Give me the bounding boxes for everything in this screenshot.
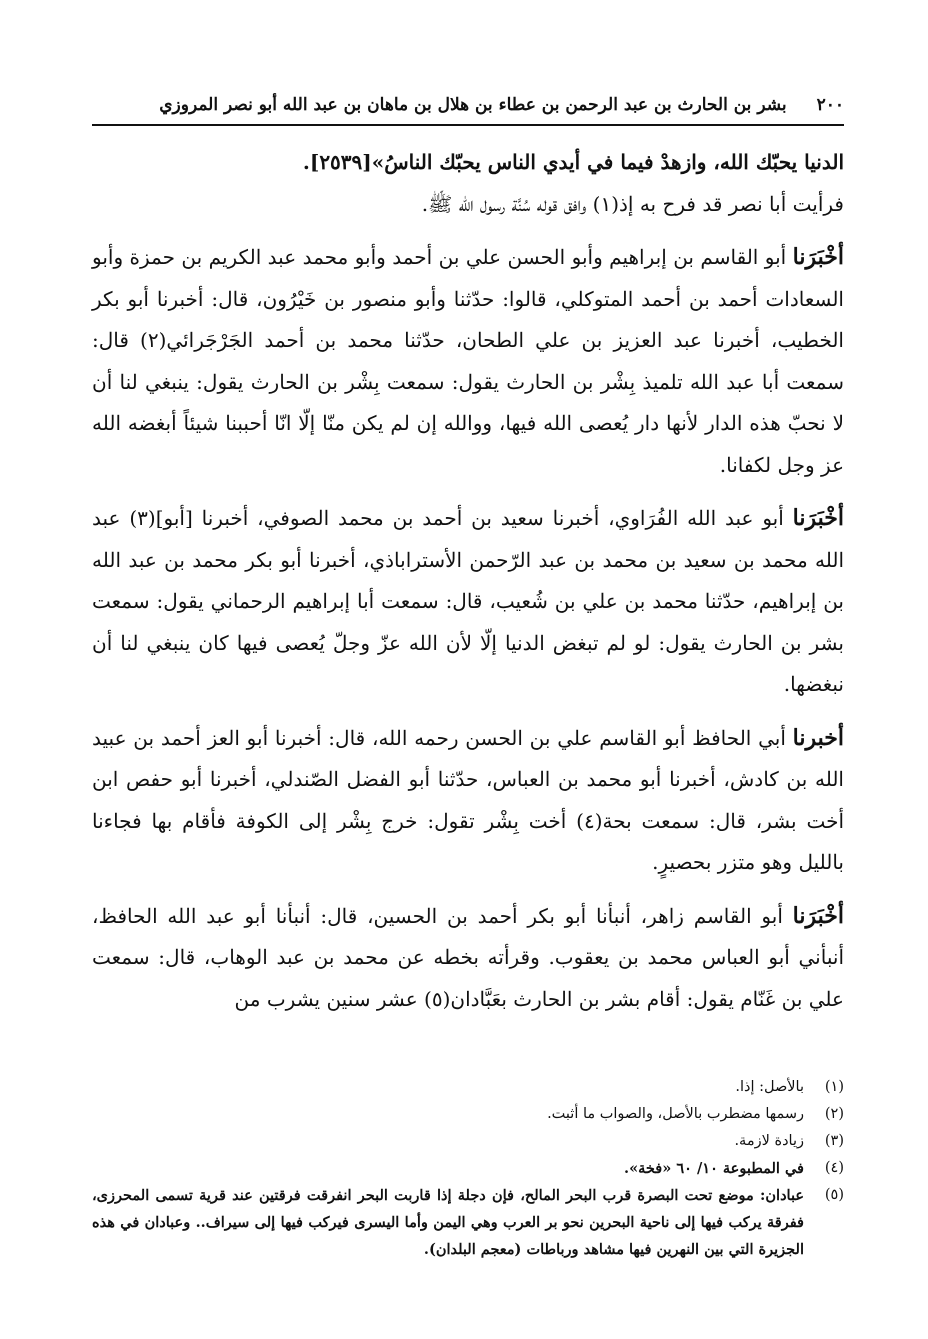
paragraph-isnad-1: [92, 237, 844, 486]
footnote-text: عبادان: موضع تحت البصرة قرب البحر المالح، فإن دجلة إذا قاربت البحر انفرقت فرقتين عند قرية تسمى المحرزى، ففرقة يركب فيها إلى ناحية البحرين نحو بر العرب وهي اليمن وأما اليسرى فيركب فيها إلى سيراف.. وعبادان في هذه الجزيرة التي بين النهرين فيها مشاهد ورباطات (معجم البلدان).: [92, 1187, 804, 1258]
footnote-number: (٣): [824, 1133, 844, 1149]
footnote-text: رسمها مضطرب بالأصل، والصواب ما أثبت.: [547, 1106, 804, 1122]
footnote: [92, 1128, 844, 1155]
footnote-text: في المطبوعة ١٠/ ٦٠ «فخة».: [624, 1160, 804, 1177]
running-title: بشر بن الحارث بن عبد الرحمن بن عطاء بن هلال بن ماهان بن عبد الله أبو نصر المروزي: [159, 95, 787, 115]
paragraph-isnad-3: [92, 718, 844, 884]
running-header: [92, 88, 844, 122]
main-text: [92, 142, 844, 1020]
paragraph-remark: فرأيت أبا نصر قد فرح به إذ(١) وافق قوله سُنَّة رسول الله ﷺ.: [421, 191, 844, 216]
isnad-text: أبو القاسم بن إبراهيم وأبو الحسن علي بن أحمد وأبو محمد عبد الكريم بن حمزة وأبو السعادات أحمد بن أحمد المتوكلي، قالوا: حدّثنا وأبو منصور بن خَيْرُون، قال: أخبرنا أبو بكر الخطيب، أخبرنا عبد العزيز بن علي الطحان، حدّثنا محمد بن أحمد الجَرْجَرائي(٢) قال: سمعت أبا عبد الله تلميذ بِشْر بن الحارث يقول: سمعت بِشْر بن الحارث يقول: ينبغي لنا أن لا نحبّ هذه الدار لأنها دار يُعصى الله فيها، ووالله إن لم يكن منّا إلّا انّا أحببنا شيئاً أبغضه الله عز وجل لكفانا.: [92, 245, 844, 477]
paragraph-isnad-2: [92, 498, 844, 706]
footnote-text: بالأصل: إذا.: [735, 1079, 804, 1095]
isnad-intro: أخْبَرَنا: [792, 505, 844, 531]
footnote-number: (٤): [824, 1160, 844, 1176]
footnotes: [92, 1074, 844, 1263]
footnote-number: (١): [824, 1079, 844, 1095]
isnad-intro: أخبرنا: [792, 724, 844, 751]
footnote-number: (٥): [824, 1187, 844, 1203]
paragraph-isnad-4: [92, 896, 844, 1021]
isnad-text: أبو القاسم زاهر، أنبأنا أبو بكر أحمد بن الحسين، قال: أنبأنا أبو عبد الله الحافظ، أنبأني أبو العباس محمد بن يعقوب. وقرأته بخطه عن محمد بن عبد الوهاب، قال: سمعت علي بن غَنّام يقول: أقام بشر بن الحارث بعَبَّادان(٥) عشر سنين يشرب من: [92, 903, 844, 1011]
footnote: [92, 1155, 844, 1182]
paragraph-hadith-end: الدنيا يحبّك الله، وازهدْ فيما في أيدي الناس يحبّك الناسُ»[٢٥٣٩].: [302, 150, 844, 174]
footnote: [92, 1101, 844, 1128]
footnote-number: (٢): [824, 1106, 844, 1122]
footnote: [92, 1074, 844, 1101]
isnad-intro: أخْبَرَنا: [792, 902, 844, 929]
isnad-text: أبو عبد الله الفُرَاوي، أخبرنا سعيد بن أحمد بن محمد الصوفي، أخبرنا [أبو](٣) عبد الله محمد بن سعيد بن محمد بن عبد الرّحمن الأستراباذي، أخبرنا أبو بكر محمد بن عبد الله بن إبراهيم، حدّثنا محمد بن علي بن شُعيب، قال: سمعت أبا إبراهيم الرحماني يقول: سمعت بشر بن الحارث يقول: لو لم تبغض الدنيا إلّا لأن الله عزّ وجلّ يُعصى فيها كان ينبغي لنا أن نبغضها.: [92, 506, 844, 696]
isnad-intro: أخْبَرَنا: [792, 244, 844, 270]
footnote-text: زيادة لازمة.: [734, 1133, 804, 1149]
footnote: [92, 1182, 844, 1263]
isnad-text: أبي الحافظ أبو القاسم علي بن الحسن رحمه الله، قال: أخبرنا أبو العز أحمد بن عبيد الله بن كادش، أخبرنا أبو محمد بن العباس، حدّثنا أبو الفضل الصّندلي، أخبرنا أبو حفص ابن أخت بشر، قال: سمعت بحة(٤) أخت بِشْر تقول: خرج بِشْر إلى الكوفة فأقام بها فجاءنا بالليل وهو متزر بحصيرٍ.: [92, 725, 845, 874]
header-rule: [92, 124, 844, 126]
page-number: ٢٠٠: [816, 95, 844, 115]
